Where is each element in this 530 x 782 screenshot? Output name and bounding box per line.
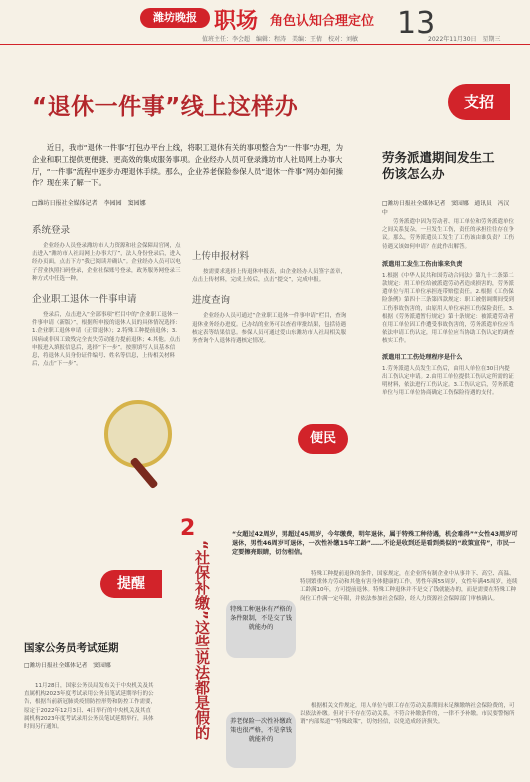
right-article-title: 劳务派遣期间发生工伤该怎么办	[382, 150, 495, 181]
convenience-badge: 便民	[298, 424, 348, 454]
social-article-text: 特殊工种提前退休的条件，国家规定，在企业所有制企业中从事井下、高空、高温、特别繁重体力劳动和其他有害身体健康的工作，男性年满55周岁，女性年满45周岁，连续工龄满10年，方可提前退休。特殊工种退休并不是交了钱就能办的，而是需要在特殊工种岗位工作满一定年限，并依法参加社会保险，经人力资源社会保障部门审核确认。	[300, 571, 518, 602]
main-article-left-column	[32, 222, 182, 368]
exam-article-text: 11月28日，国家公务员局发布关于中央机关及其直属机构2023年度考试录用公务员笔试延期举行的公告，根据当前新冠肺炎疫情防控形势和防控工作需要，原定于2022年12月3日、4日举行的中央机关及其直属机构2023年度考试录用公务员笔试延期举行，具体时间另行通知。	[24, 683, 157, 731]
callout-bubble: 特殊工种退休有严格的条件限制，不是交了钱就能办的	[226, 600, 296, 658]
article-number: 2	[180, 516, 196, 541]
section-text: 登录后，点击进入“全部事项”栏目中的“企业职工退休一件事申请（新版）”，根据所申报的退休人员的具体情况选择：1.企业职工退休申请（正常退休）；2.特殊工种提前退休；3.因病或非因工致残完全丧失劳动能力提前退休；4.其他。点击申报进入填报信息后，选择“下一步”。按照填写人员基本信息，将退休人员身份证件编号、姓名等信息，上传相关材料后，点击“下一步”。	[32, 312, 181, 368]
exam-article-title: 国家公务员考试延期	[24, 642, 119, 654]
section-subtitle: 角色认知合理定位	[270, 14, 375, 29]
dateline: 2022年11月30日 星期三	[428, 36, 501, 43]
right-article-text: 1.根据《中华人民共和国劳动合同法》第九十二条第二款规定：用工单位给被派遣劳动者造成损害的，劳务派遣单位与用工单位承担连带赔偿责任。2.根据《工伤保险条例》第四十三条第四款规定：职工被借调期间受到工伤事故伤害的，由原用人单位承担工伤保险责任。3.根据《劳务派遣暂行规定》第十条规定：被派遣劳动者在用工单位因工作遭受事故伤害的，劳务派遣单位应当依法申请工伤认定，用工单位应当协助工伤认定的调查核实工作。	[382, 272, 515, 345]
section-text: 企业经办人员可通过“企业职工退休一件事申请”栏目，查询退休业务经办进度。已办结的业务可以查看审批结果，包括待遇核定表等结果信息。参保人员可通过爱山东潍坊市人社局相关服务查询个人退休待遇核定情况。	[192, 313, 347, 345]
section-heading: 系统登录	[32, 225, 71, 236]
main-article-byline: □潍坊日报社全媒体记者 李园园 窦园娜	[32, 200, 146, 207]
main-article-right-column	[192, 212, 348, 345]
editor-credits: 值班主任：李会超 编辑：程涛 美编：王倩 校对：刘敏	[202, 36, 359, 43]
header-rule	[0, 44, 530, 45]
right-article-subheading: 派遣用工发生工伤由谁来负责	[382, 260, 463, 268]
right-article-text: 1.劳务派遣人员发生工伤后，由用人单位在30日内提出工伤认定申请。2.由用工单位提供工伤认定所需的证明材料，依法进行工伤认定。3.工伤认定后，劳务派遣单位与用工单位协商确定工伤保险待遇的支付。	[382, 365, 514, 397]
section-text: 按需要求选择上传退休申报表，由企业经办人员签字盖章，点击上传材料，完成上传后，点击“提交”，完成申报。	[192, 269, 347, 284]
right-article-body	[382, 218, 514, 397]
newspaper-logo: 潍坊晚报	[140, 8, 210, 28]
main-article-title: “退休一件事”线上这样办	[32, 94, 299, 120]
main-article-lead: 近日，我市“退休一件事”打包办平台上线，将职工退休有关的事项整合为“一件事”办理，为企业和职工提供更便捷、更高效的集成服务事项。企业经办人员可登录潍坊市人社局网上办事大厅，“一件事”流程中逐步办理退休手续。那么，企业养老保险参保人员“退休一件事”网办如何操作？现在来了解一下。	[32, 143, 343, 188]
tips-badge: 支招	[448, 84, 510, 120]
right-article-subheading: 派遣用工工伤处理程序是什么	[382, 353, 463, 361]
reminder-badge: 提醒	[100, 570, 162, 598]
section-heading: 企业职工退休一件事申请	[32, 294, 137, 306]
section-heading: 上传申报材料	[192, 251, 250, 262]
social-article-text: 根据相关文件规定，用人单位与职工存在劳动关系期间未足额缴纳社会保险费的，可以依法补缴。但对于不存在劳动关系，不符合补缴条件的，一律不予补缴。市民要警惕所谓“内部渠道”“特殊政策”，切勿轻信，以免造成经济损失。	[300, 703, 515, 726]
section-text: 企业经办人员登录潍坊市人力资源和社会保障局官网，点击进入“潍坊市人社局网上办事大厅”，法人身份登录后，进入经办页面，点击下方“我已阅读并确认”。企业经办人员可以电子营业执照扫码登录，企业社保账号登录，政务服务网登录三种方式中任选一种。	[32, 243, 181, 282]
exam-article-byline: □潍坊日报社全媒体记者 窦园娜	[24, 663, 111, 669]
social-article-quote: “女超过42周岁，男超过45周岁，今年缴费，明年退休，属于特殊工种待遇，机会难得”“女性43周岁可退休，男性46周岁可退休，一次性补缴15年工龄”……不论是收到还是看到类似的“政策宣传”，市民一定要擦亮眼睛，切勿相信。	[232, 531, 518, 557]
right-article-intro: 劳务派遣中因为劳动者、用工单位和劳务派遣单位之间关系复杂，一旦发生工伤，责任的承担往往存在争议。那么，劳务派遣员工发生了工伤该由谁负责？工伤待遇又该如何申请？在此作出解答。	[382, 219, 515, 250]
callout-bubble: 养老保险一次性补缴政策也很严格，不是拿钱就能补的	[226, 712, 296, 768]
magnifier-icon	[104, 400, 172, 468]
section-title: 职场	[214, 8, 259, 34]
page-number: 13	[397, 6, 436, 41]
section-heading: 进度查询	[192, 295, 231, 307]
right-article-byline: □潍坊日报社全媒体记者 窦园娜 通讯员 冯汉中	[382, 201, 510, 216]
social-article-title: “社保补缴”这些说法都是假的	[193, 540, 211, 740]
